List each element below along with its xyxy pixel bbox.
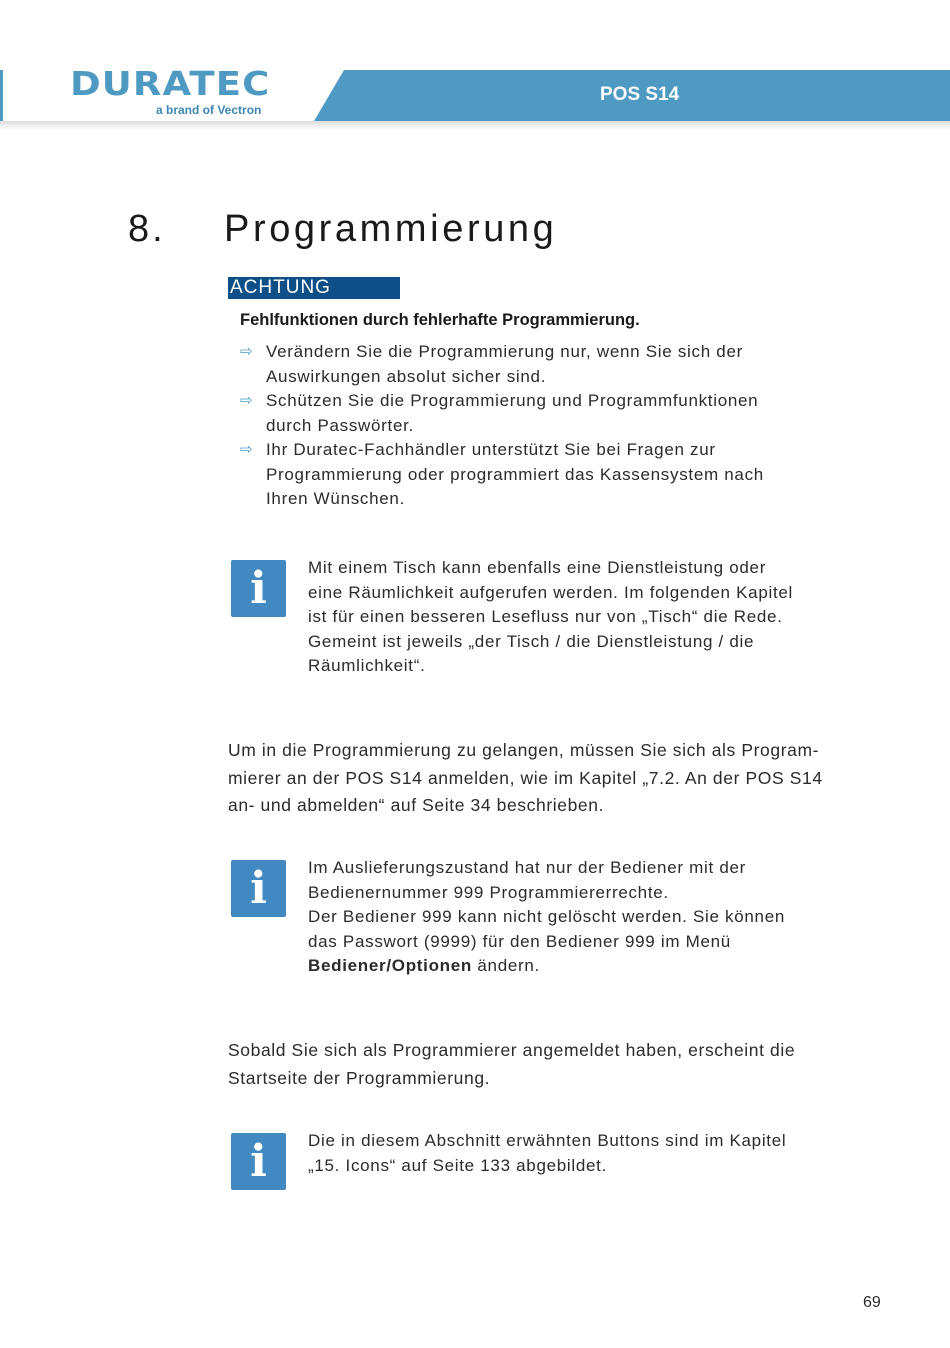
info-line: Die in diesem Abschnitt erwähnten Buttons sind im Kapitel	[308, 1131, 787, 1150]
page-number: 69	[863, 1294, 881, 1311]
header-edge-stripe	[0, 70, 3, 122]
warning-bullet	[240, 438, 860, 512]
info-icon: i	[231, 560, 286, 617]
paragraph-line: an- und abmelden“ auf Seite 34 beschrieben.	[228, 795, 605, 815]
bullet-line: durch Passwörter.	[266, 415, 414, 435]
bullet-line: Auswirkungen absolut sicher sind.	[266, 366, 547, 386]
bullet-line: Schützen Sie die Programmierung und Programmfunktionen	[266, 391, 759, 410]
paragraph-startpage	[228, 1037, 888, 1092]
info-line: Bedienernummer 999 Programmiererrechte.	[308, 882, 669, 902]
info-line: eine Räumlichkeit aufgerufen werden. Im folgenden Kapitel	[308, 582, 794, 602]
bullet-line: Ihren Wünschen.	[266, 489, 406, 508]
info-line: Der Bediener 999 kann nicht gelöscht werden. Sie können	[308, 907, 786, 927]
warning-label: ACHTUNG	[228, 277, 400, 299]
arrow-right-icon: ⇨	[240, 441, 254, 458]
page-header	[0, 0, 950, 130]
info-line: „15. Icons“ auf Seite 133 abgebildet.	[308, 1155, 608, 1175]
warning-bullet	[240, 340, 860, 389]
info-line: ist für einen besseren Lesefluss nur von „Tisch“ die Rede.	[308, 607, 783, 627]
duratec-logo	[70, 66, 300, 122]
menu-path: Bediener/Optionen	[308, 956, 472, 976]
info-line: Gemeint ist jeweils „der Tisch / die Dienstleistung / die	[308, 631, 755, 651]
warning-bullet-list	[240, 340, 860, 512]
info-line: Räumlichkeit“.	[308, 656, 426, 676]
info-note-table	[308, 556, 878, 679]
info-line	[308, 954, 878, 979]
info-note-operator	[308, 856, 878, 979]
info-line: Mit einem Tisch kann ebenfalls eine Dienstleistung oder	[308, 558, 767, 577]
arrow-right-icon: ⇨	[240, 392, 254, 409]
info-line: Im Auslieferungszustand hat nur der Bediener mit der	[308, 858, 747, 877]
paragraph-line: Startseite der Programmierung.	[228, 1067, 491, 1088]
paragraph-line: mierer an der POS S14 anmelden, wie im Kapitel „7.2. An der POS S14	[228, 767, 823, 788]
chapter-title: Programmierung	[224, 208, 558, 250]
info-icon: i	[231, 860, 286, 917]
info-note-buttons	[308, 1129, 878, 1178]
paragraph-line: Sobald Sie sich als Programmierer angemeldet haben, erscheint die	[228, 1040, 796, 1060]
bullet-line: Ihr Duratec-Fachhändler unterstützt Sie bei Fragen zur	[266, 440, 716, 459]
paragraph-login	[228, 737, 888, 820]
bullet-line: Programmierung oder programmiert das Kassensystem nach	[266, 464, 764, 484]
info-line: das Passwort (9999) für den Bediener 999 im Menü	[308, 931, 731, 951]
logo-wordmark: DURATEC	[70, 64, 271, 103]
logo-subtext: a brand of Vectron	[156, 103, 262, 117]
bullet-line: Verändern Sie die Programmierung nur, wenn Sie sich der	[266, 342, 743, 361]
arrow-right-icon: ⇨	[240, 343, 254, 360]
paragraph-line: Um in die Programmierung zu gelangen, müssen Sie sich als Program-	[228, 740, 820, 760]
chapter-number: 8.	[128, 208, 166, 250]
warning-bullet	[240, 389, 860, 438]
warning-heading: Fehlfunktionen durch fehlerhafte Programmierung.	[240, 311, 640, 329]
info-icon: i	[231, 1133, 286, 1190]
product-title: POS S14	[600, 84, 680, 105]
info-line-rest: ändern.	[471, 956, 540, 976]
header-shadow	[0, 121, 950, 130]
